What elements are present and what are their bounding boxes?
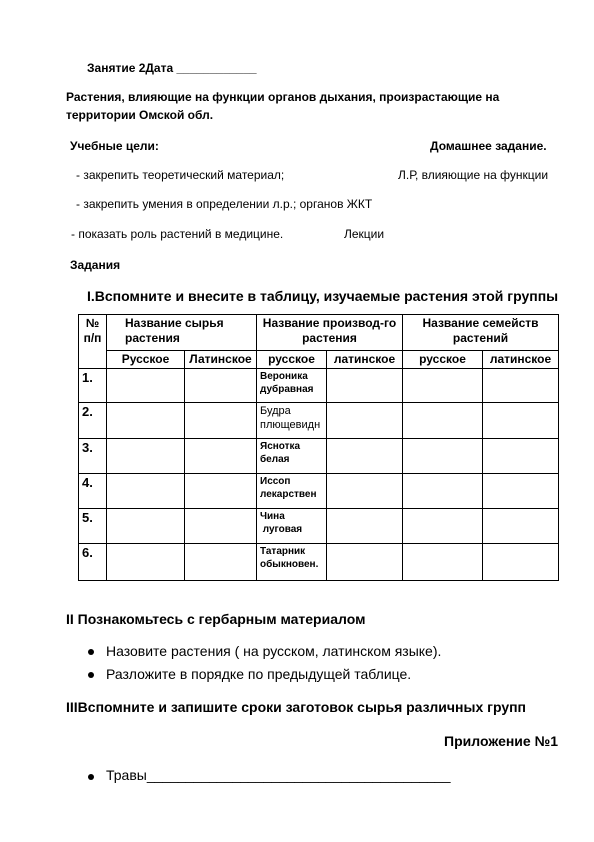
table-row	[79, 439, 559, 474]
topic-line-1: Растения, влияющие на функции органов дыхания, произрастающие на	[66, 90, 500, 104]
plant-name-line1: Будра	[260, 405, 291, 417]
plant-name-line2: луговая	[260, 524, 303, 535]
row-num: 3.	[79, 439, 107, 474]
plant-name-line1: Яснотка	[260, 441, 301, 452]
row-num: 2.	[79, 403, 107, 439]
row-num: 1.	[79, 369, 107, 403]
table-row	[79, 369, 559, 403]
tasks-heading: Задания	[70, 258, 121, 272]
table-row	[79, 403, 559, 439]
goal-1: - закрепить теоретический материал;	[76, 168, 285, 182]
cell-raw-latin[interactable]	[185, 474, 257, 509]
bullet-1: Назовите растения ( на русском, латинском языке).	[106, 643, 442, 659]
plant-name-line1: Вероника	[260, 371, 308, 382]
cell-raw-russian[interactable]	[107, 474, 185, 509]
cell-family-latin[interactable]	[483, 544, 559, 581]
row-num: 4.	[79, 474, 107, 509]
cell-plant-russian	[257, 439, 327, 474]
bullet-3: Травы_______________________________________	[106, 767, 451, 783]
cell-family-russian[interactable]	[403, 509, 483, 544]
cell-plant-russian	[257, 403, 327, 439]
cell-family-russian[interactable]	[403, 369, 483, 403]
plant-name-line2: белая	[260, 454, 290, 465]
subheader-russian-1: Русское	[107, 351, 185, 369]
table-row	[79, 509, 559, 544]
cell-family-russian[interactable]	[403, 544, 483, 581]
goal-3: - показать роль растений в медицине.	[71, 227, 284, 241]
subheader-latin-1: Латинское	[185, 351, 257, 369]
cell-plant-latin[interactable]	[327, 369, 403, 403]
cell-family-russian[interactable]	[403, 474, 483, 509]
cell-plant-latin[interactable]	[327, 544, 403, 581]
plant-name-line1: Иссоп	[260, 476, 291, 487]
bullet-dot-icon	[88, 649, 94, 655]
appendix-label: Приложение №1	[444, 733, 558, 749]
cell-raw-latin[interactable]	[185, 509, 257, 544]
header-raw-name: Название сырья растения	[107, 315, 257, 351]
homework-3: Лекции	[344, 227, 385, 241]
plant-name-line2: плющевидн	[260, 419, 321, 431]
cell-plant-russian	[257, 369, 327, 403]
cell-raw-latin[interactable]	[185, 439, 257, 474]
cell-plant-latin[interactable]	[327, 403, 403, 439]
cell-raw-russian[interactable]	[107, 439, 185, 474]
plant-name-line2: дубравная	[260, 384, 314, 395]
table-subheader-row	[79, 351, 559, 369]
bullet-dot-icon	[88, 672, 94, 678]
header-producer-name: Название производ-го растения	[257, 315, 403, 351]
cell-plant-russian	[257, 474, 327, 509]
table-header-row	[79, 315, 559, 351]
plants-table	[78, 314, 559, 581]
section-1-title: I.Вспомните и внесите в таблицу, изучаемые растения этой группы	[87, 288, 559, 304]
cell-raw-latin[interactable]	[185, 544, 257, 581]
header-num: № п/п	[79, 315, 107, 369]
subheader-russian-3: русское	[403, 351, 483, 369]
bullet-2: Разложите в порядке по предыдущей таблице.	[106, 666, 412, 682]
goals-heading: Учебные цели:	[70, 139, 159, 153]
goal-2: - закрепить умения в определении л.р.; органов ЖКТ	[76, 197, 373, 211]
cell-raw-russian[interactable]	[107, 509, 185, 544]
cell-family-latin[interactable]	[483, 474, 559, 509]
row-num: 6.	[79, 544, 107, 581]
plant-name-line1: Татарник	[260, 546, 306, 557]
cell-raw-russian[interactable]	[107, 544, 185, 581]
section-2-title: II Познакомьтесь с гербарным материалом	[66, 611, 366, 627]
subheader-latin-2: латинское	[327, 351, 403, 369]
subheader-russian-2: русское	[257, 351, 327, 369]
cell-family-latin[interactable]	[483, 439, 559, 474]
cell-raw-russian[interactable]	[107, 403, 185, 439]
plant-name-line2: лекарствен	[260, 489, 317, 500]
cell-raw-latin[interactable]	[185, 369, 257, 403]
cell-plant-russian	[257, 509, 327, 544]
header-family-name: Название семейств растений	[403, 315, 559, 351]
cell-family-latin[interactable]	[483, 369, 559, 403]
subheader-latin-3: латинское	[483, 351, 559, 369]
bullet-dot-icon	[88, 774, 94, 780]
cell-family-latin[interactable]	[483, 403, 559, 439]
cell-family-russian[interactable]	[403, 439, 483, 474]
table-row	[79, 544, 559, 581]
table-row	[79, 474, 559, 509]
row-num: 5.	[79, 509, 107, 544]
cell-plant-latin[interactable]	[327, 439, 403, 474]
topic-line-2: территории Омской обл.	[66, 108, 214, 122]
cell-plant-latin[interactable]	[327, 509, 403, 544]
homework-heading: Домашнее задание.	[430, 139, 547, 153]
cell-raw-latin[interactable]	[185, 403, 257, 439]
plant-name-line1: Чина	[260, 511, 285, 522]
cell-raw-russian[interactable]	[107, 369, 185, 403]
cell-family-russian[interactable]	[403, 403, 483, 439]
plant-name-line2: обыкновен.	[260, 559, 319, 570]
cell-plant-latin[interactable]	[327, 474, 403, 509]
cell-plant-russian	[257, 544, 327, 581]
section-3-title: IIIВспомните и запишите сроки заготовок сырья различных групп	[66, 699, 527, 715]
cell-family-latin[interactable]	[483, 509, 559, 544]
homework-1: Л.Р, влияющие на функции	[398, 168, 549, 182]
lesson-line: Занятие 2Дата ____________	[87, 61, 257, 75]
